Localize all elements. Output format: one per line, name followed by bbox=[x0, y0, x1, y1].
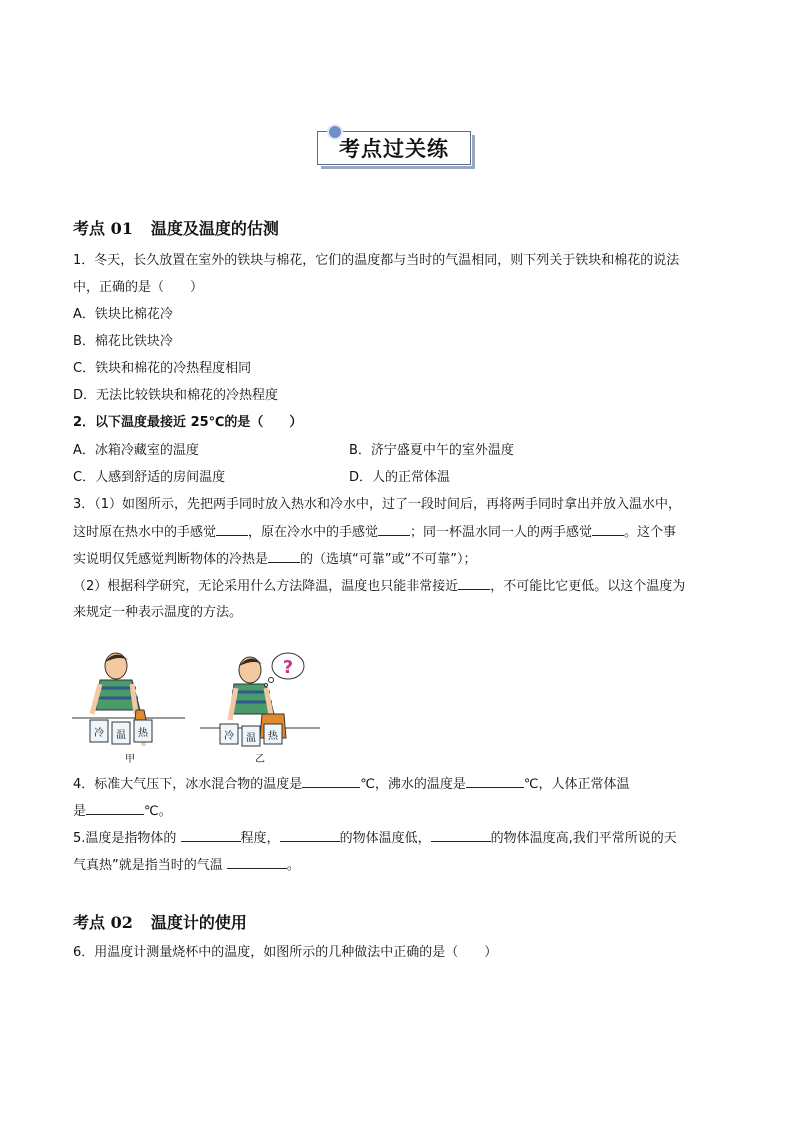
q5-line1 bbox=[73, 829, 677, 848]
q4-line2 bbox=[73, 802, 172, 821]
answer-blank[interactable] bbox=[216, 523, 248, 536]
q2-option-a: A．冰箱冷藏室的温度 bbox=[73, 443, 199, 458]
q4-text: 4．标准大气压下，冰水混合物的温度是 bbox=[73, 777, 303, 792]
q6-stem: 6．用温度计测量烧杯中的温度，如图所示的几种做法中正确的是（ ） bbox=[73, 945, 498, 960]
q4-text: ℃，人体正常体温 bbox=[523, 777, 630, 792]
cups-right bbox=[220, 724, 282, 746]
q2-stem: 2．以下温度最接近 25℃的是（ ） bbox=[73, 415, 303, 430]
cup-label-cold: 冷 bbox=[224, 731, 234, 742]
cups-left bbox=[90, 720, 152, 744]
q5-text: 5.温度是指物体的 bbox=[73, 831, 181, 846]
q3-line1: 3．（1）如图所示，先把两手同时放入热水和冷水中，过了一段时间后，再将两手同时拿出并放入温水中， bbox=[73, 497, 682, 512]
cup-label-hot: 热 bbox=[138, 728, 148, 739]
answer-blank[interactable] bbox=[268, 550, 300, 563]
q3-line5: 来规定一种表示温度的方法。 bbox=[73, 605, 243, 620]
q4-text: 是 bbox=[73, 804, 87, 819]
q3-text: ，不可能比它更低。以这个温度为 bbox=[490, 579, 686, 594]
q3-line3 bbox=[73, 550, 476, 569]
q1-stem-line1: 1．冬天，长久放置在室外的铁块与棉花，它们的温度都与当时的气温相同，则下列关于铁块和棉花的说法 bbox=[73, 253, 680, 268]
q5-text: 气真热”就是指当时的气温 bbox=[73, 858, 227, 873]
q4-line1 bbox=[73, 775, 630, 794]
page-title: 考点过关练 bbox=[317, 131, 471, 165]
q2-option-b: B．济宁盛夏中午的室外温度 bbox=[349, 443, 514, 458]
q1-option-a: A．铁块比棉花冷 bbox=[73, 307, 173, 322]
section-title: 温度计的使用 bbox=[150, 913, 247, 932]
q1-option-b: B．棉花比铁块冷 bbox=[73, 334, 173, 349]
question-mark-icon: ? bbox=[282, 657, 294, 678]
section-title: 温度及温度的估测 bbox=[150, 219, 279, 238]
q4-text: ℃，沸水的温度是 bbox=[360, 777, 466, 792]
answer-blank[interactable] bbox=[592, 523, 624, 536]
q3-text: 的（选填“可靠”或“不可靠”）； bbox=[300, 552, 477, 567]
answer-blank[interactable] bbox=[86, 802, 144, 815]
q3-line4 bbox=[73, 577, 685, 596]
q3-text: 。这个事 bbox=[624, 525, 677, 540]
answer-blank[interactable] bbox=[181, 829, 241, 842]
answer-blank[interactable] bbox=[280, 829, 340, 842]
figure-caption-left: 甲 bbox=[125, 754, 135, 765]
q4-text: ℃。 bbox=[144, 804, 172, 819]
answer-blank[interactable] bbox=[302, 775, 360, 788]
q5-line2 bbox=[73, 856, 300, 875]
figure-caption-right: 乙 bbox=[255, 754, 265, 765]
answer-blank[interactable] bbox=[378, 523, 410, 536]
q3-line2 bbox=[73, 523, 676, 542]
title-decoration-dot bbox=[327, 124, 343, 140]
q2-option-d: D．人的正常体温 bbox=[349, 470, 451, 485]
answer-blank[interactable] bbox=[227, 856, 287, 869]
q1-stem-line2: 中，正确的是（ ） bbox=[73, 280, 204, 295]
cup-label-warm: 温 bbox=[246, 733, 256, 744]
answer-blank[interactable] bbox=[466, 775, 524, 788]
answer-blank[interactable] bbox=[431, 829, 491, 842]
section-heading-1 bbox=[73, 216, 279, 239]
section-heading-2 bbox=[73, 910, 247, 933]
hands-in-water-illustration bbox=[70, 648, 330, 768]
q3-text: ；同一杯温水同一人的两手感觉 bbox=[410, 525, 593, 540]
q1-option-c: C．铁块和棉花的冷热程度相同 bbox=[73, 361, 252, 376]
cup-label-cold: 冷 bbox=[94, 728, 104, 739]
answer-blank[interactable] bbox=[458, 577, 490, 590]
cup-label-warm: 温 bbox=[116, 730, 126, 741]
q5-text: 。 bbox=[286, 858, 300, 873]
q3-text: 这时原在热水中的手感觉 bbox=[73, 525, 217, 540]
q5-text: 的物体温度低， bbox=[339, 831, 431, 846]
q2-option-c: C．人感到舒适的房间温度 bbox=[73, 470, 226, 485]
section-number: 考点 01 bbox=[73, 219, 133, 238]
q3-text: （2）根据科学研究，无论采用什么方法降温，温度也只能非常接近 bbox=[73, 579, 459, 594]
q1-option-d: D．无法比较铁块和棉花的冷热程度 bbox=[73, 388, 279, 403]
section-number: 考点 02 bbox=[73, 913, 133, 932]
q3-text: ，原在冷水中的手感觉 bbox=[248, 525, 379, 540]
q5-text: 程度， bbox=[240, 831, 280, 846]
q3-text: 实说明仅凭感觉判断物体的冷热是 bbox=[73, 552, 269, 567]
q5-text: 的物体温度高,我们平常所说的天 bbox=[490, 831, 677, 846]
cup-label-hot: 热 bbox=[268, 731, 278, 742]
